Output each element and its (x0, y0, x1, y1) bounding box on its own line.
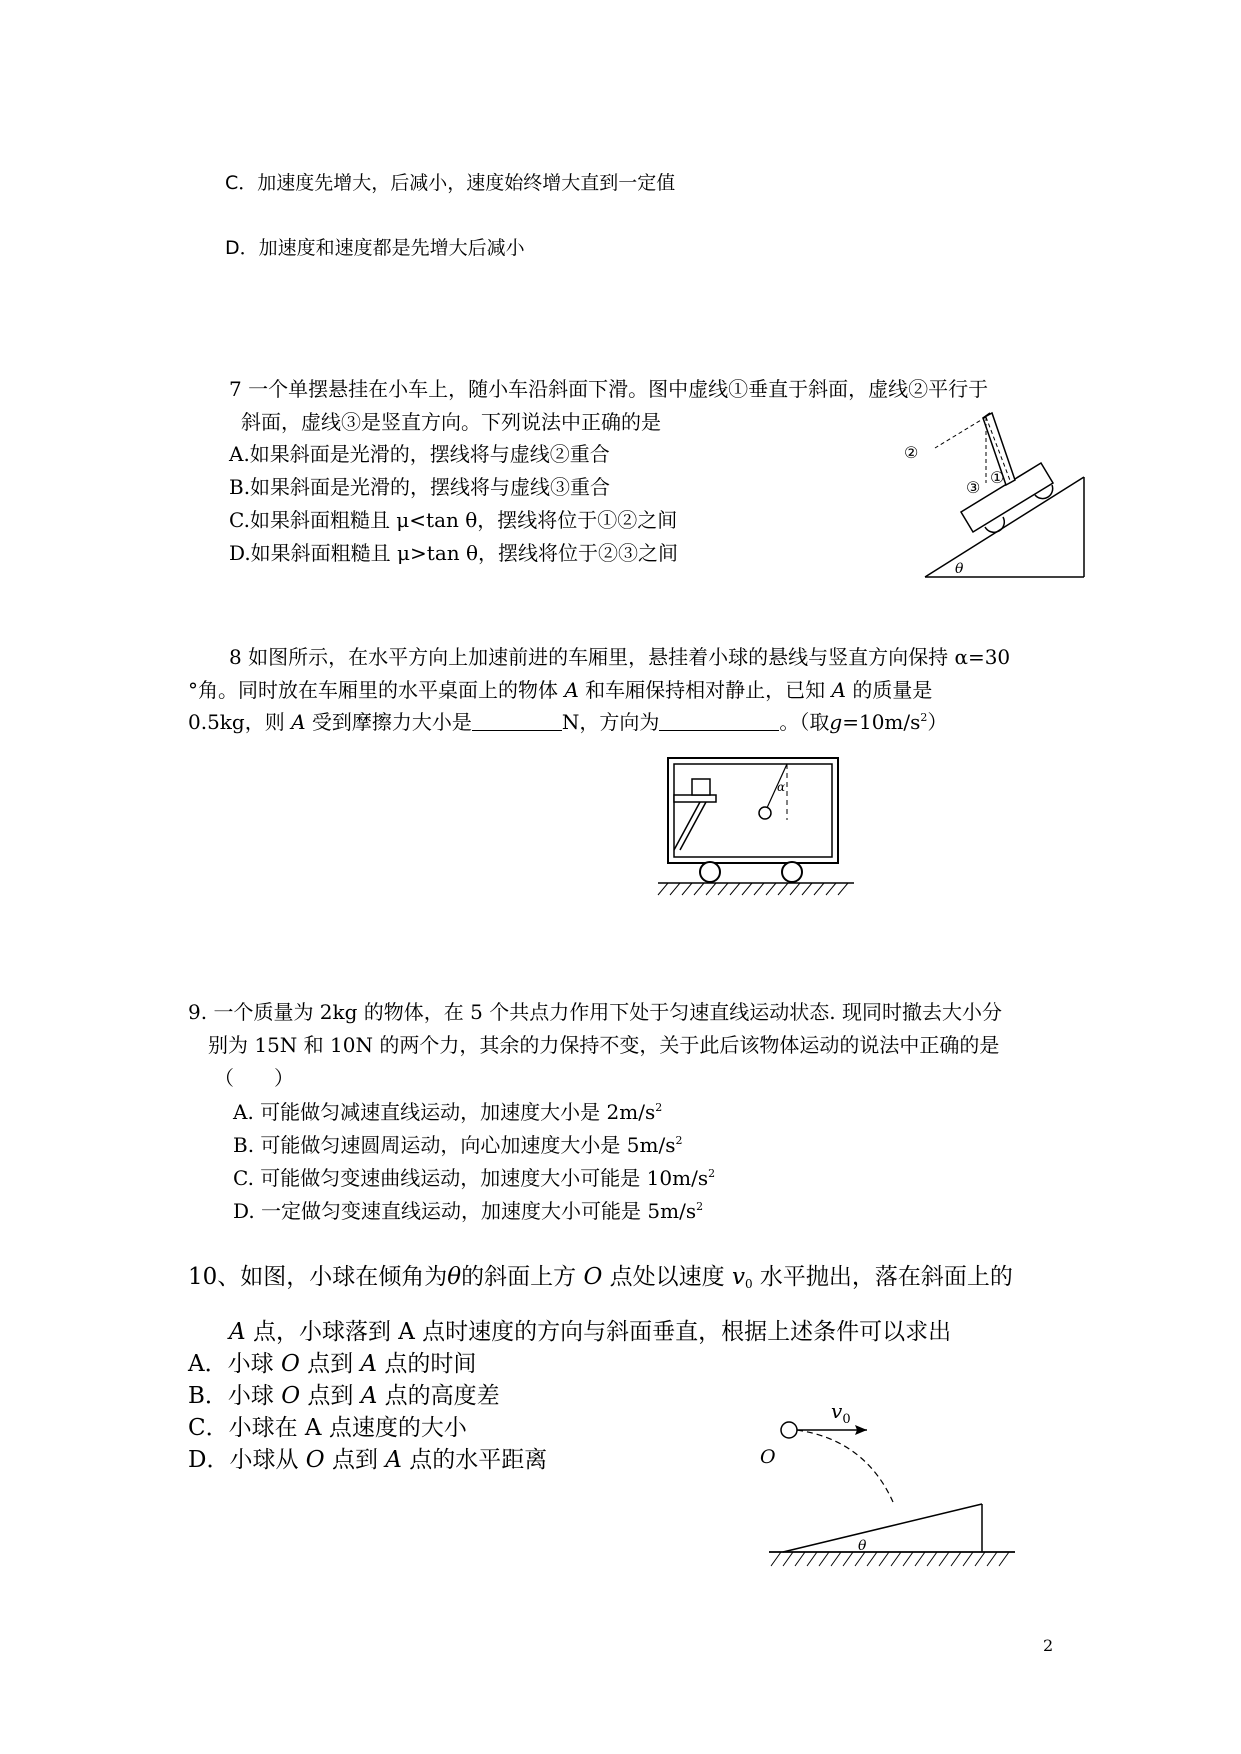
q7-option-c: C.如果斜面粗糙且 μ<tan θ，摆线将位于①②之间 (229, 508, 678, 532)
q8-friction-blank[interactable] (472, 712, 562, 731)
q10-angle-label: θ (858, 1538, 867, 1554)
q7-option-d: D.如果斜面粗糙且 μ>tan θ，摆线将位于②③之间 (229, 541, 679, 565)
q8-angle-label: α (777, 780, 786, 794)
q9-option-a: A. 可能做匀减速直线运动，加速度大小是 $2m/s^2$ (233, 1100, 663, 1124)
q7-option-a: A.如果斜面是光滑的，摆线将与虚线②重合 (229, 442, 610, 466)
q7-label-2: ② (904, 443, 919, 462)
q8-carriage-figure (650, 755, 860, 895)
page-number: 2 (1043, 1636, 1054, 1655)
q7-label-1: ① (990, 468, 1005, 487)
q7-option-b: B.如果斜面是光滑的，摆线将与虚线③重合 (229, 475, 611, 499)
q8-direction-blank[interactable] (659, 712, 779, 731)
q10-velocity-label: $v_0$ (831, 1399, 851, 1427)
q9-line2: 别为 15N 和 10N 的两个力，其余的力保持不变，关于此后该物体运动的说法中正确的是 (208, 1033, 1000, 1057)
q10-option-a: A．小球 O 点到 A 点的时间 (188, 1351, 477, 1377)
q10-option-c: C．小球在 A 点速度的大小 (188, 1415, 467, 1441)
q10-line2: A 点，小球落到 A 点时速度的方向与斜面垂直，根据上述条件可以求出 (229, 1319, 952, 1345)
q7-incline-cart-figure (900, 395, 1100, 595)
q10-option-b: B．小球 O 点到 A 点的高度差 (188, 1383, 500, 1409)
q8-line1: 8 如图所示，在水平方向上加速前进的车厢里，悬挂着小球的悬线与竖直方向保持 α=30 (229, 645, 1011, 669)
q9-option-d: D. 一定做匀变速直线运动，加速度大小可能是 $5m/s^2$ (233, 1199, 704, 1223)
q9-option-b: B. 可能做匀速圆周运动，向心加速度大小是 $5m/s^2$ (233, 1133, 683, 1157)
q9-option-c: C. 可能做匀变速曲线运动，加速度大小可能是 $10m/s^2$ (233, 1166, 716, 1190)
q6-option-c: C．加速度先增大，后减小，速度始终增大直到一定值 (225, 172, 676, 194)
q10-line1: 10、如图，小球在倾角为θ的斜面上方 O 点处以速度 $v_0$ 水平抛出，落在斜面上的 (188, 1264, 1013, 1291)
q8-line3: 0.5kg，则 A 受到摩擦力大小是 N，方向为 。（取$g=10m/s^2$） (188, 710, 948, 734)
q6-option-d: D．加速度和速度都是先增大后减小 (225, 237, 525, 259)
q7-angle-label: θ (955, 561, 964, 577)
q10-option-d: D．小球从 O 点到 A 点的水平距离 (188, 1447, 548, 1473)
q10-projectile-figure (755, 1380, 1025, 1570)
q7-label-3: ③ (966, 478, 981, 497)
q7-stem-line2: 斜面，虚线③是竖直方向。下列说法中正确的是 (241, 410, 661, 434)
q10-point-o-label: O (760, 1446, 776, 1468)
q9-answer-bracket: （ ） (214, 1066, 294, 1090)
q7-stem-line1: 7 一个单摆悬挂在小车上，随小车沿斜面下滑。图中虚线①垂直于斜面，虚线②平行于 (229, 377, 989, 401)
q8-line2: °角。同时放在车厢里的水平桌面上的物体 A 和车厢保持相对静止，已知 A 的质量是 (188, 678, 933, 702)
q9-line1: 9. 一个质量为 2kg 的物体，在 5 个共点力作用下处于匀速直线运动状态. 现同时撤去大小分 (188, 1000, 1002, 1024)
